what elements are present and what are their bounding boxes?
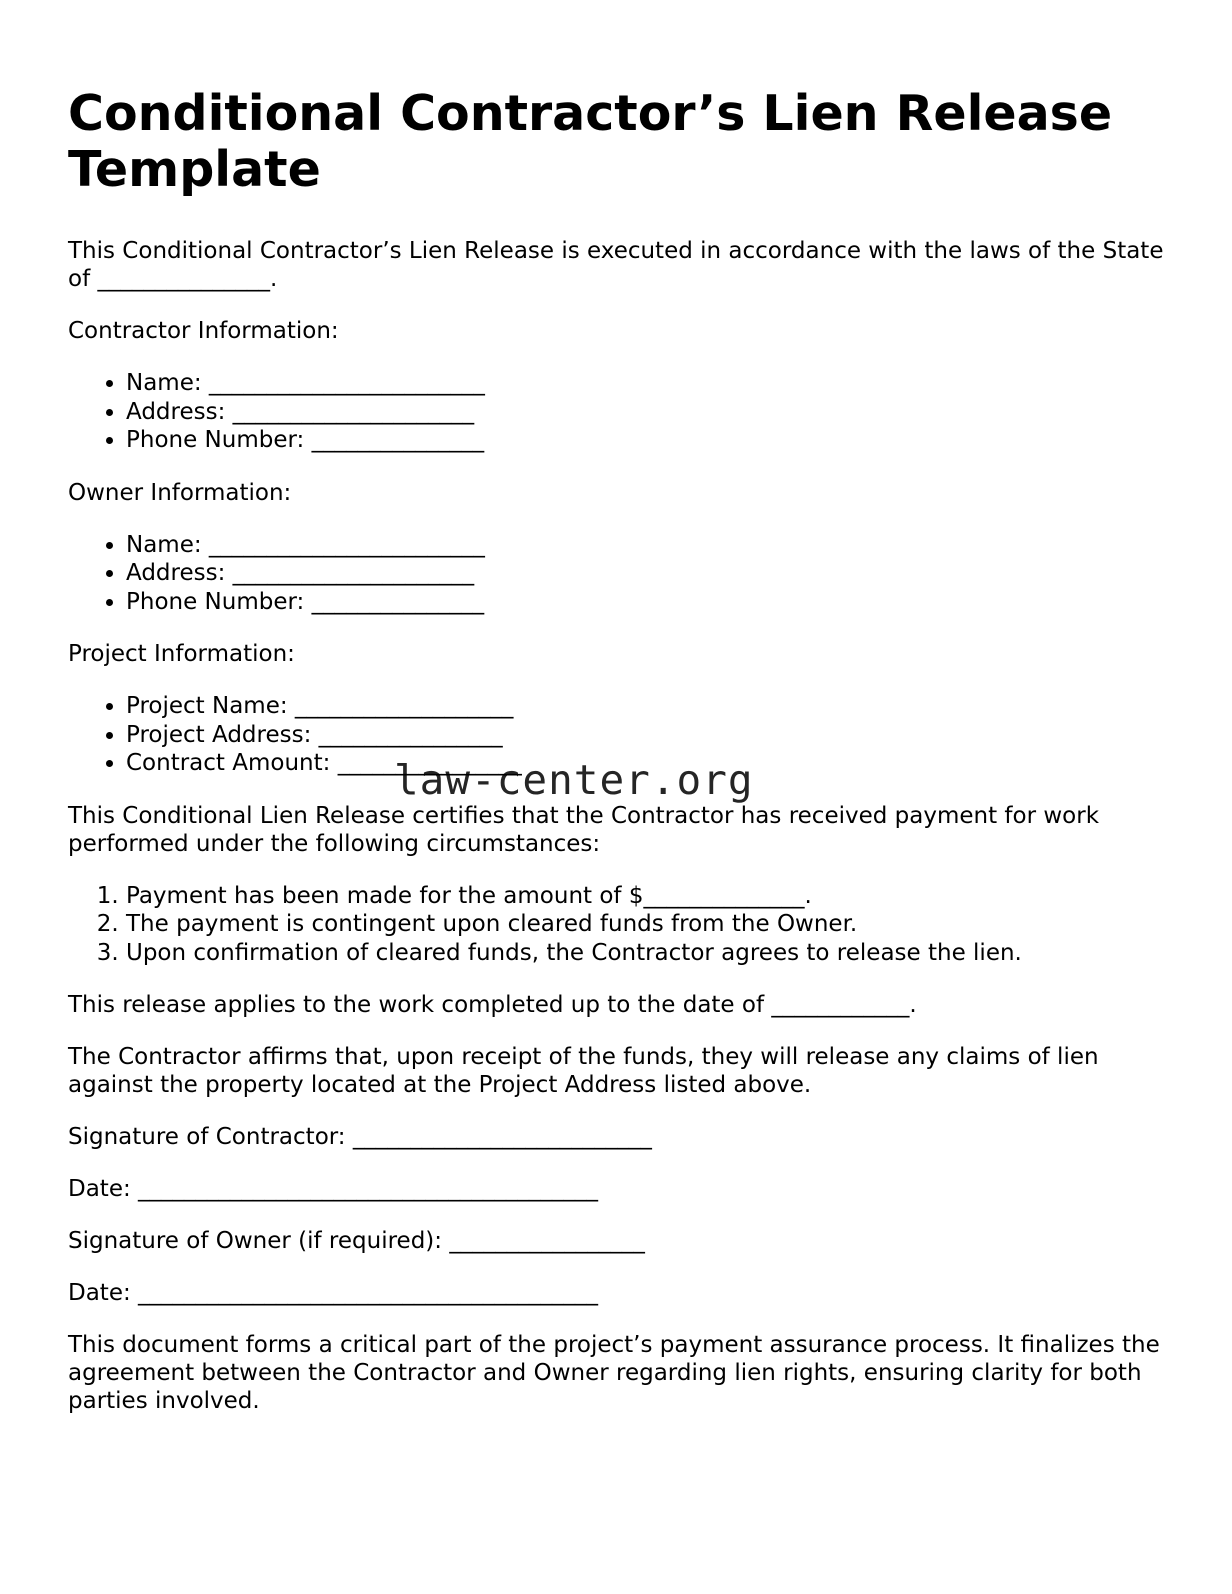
intro-paragraph: This Conditional Contractor’s Lien Release is executed in accordance with the laws of the State of _______________. (68, 238, 1164, 292)
owner-list (68, 531, 1168, 617)
list-item: 2. The payment is contingent upon cleared funds from the Owner. (126, 910, 1168, 939)
signature-owner-line: Signature of Owner (if required): _________________ (68, 1228, 645, 1254)
watermark: law-center.org (394, 756, 754, 804)
list-item: • Address: _____________________ (126, 559, 1168, 588)
list-item: 1. Payment has been made for the amount of $______________. (126, 882, 1168, 911)
list-item: • Project Address: ________________ (126, 721, 1168, 750)
affirm-paragraph: The Contractor affirms that, upon receipt of the funds, they will release any claims of lien against the property located at the Project Address listed above. (68, 1044, 1099, 1098)
contractor-heading: Contractor Information: (68, 318, 339, 344)
date-line-2: Date: ________________________________________ (68, 1280, 599, 1306)
list-item: • Contract Amount: ________________ (126, 749, 1168, 778)
list-item: • Phone Number: _______________ (126, 588, 1168, 617)
closing-paragraph: This document forms a critical part of the project’s payment assurance process. It finalizes the agreement between the Contractor and Owner regarding lien rights, ensuring clarity for both parties involved. (68, 1332, 1160, 1414)
applies-paragraph: This release applies to the work completed up to the date of ____________. (68, 992, 917, 1018)
certify-paragraph: This Conditional Lien Release certifies that the Contractor has received payment for work performed under the following circumstances: (68, 802, 1100, 857)
list-item: • Name: ________________________ (126, 369, 1168, 398)
owner-heading: Owner Information: (68, 479, 292, 506)
list-item: • Address: _____________________ (126, 398, 1168, 427)
list-item: 3. Upon confirmation of cleared funds, the Contractor agrees to release the lien. (126, 939, 1168, 968)
project-heading: Project Information: (68, 641, 295, 667)
conditions-list (68, 882, 1168, 968)
date-line-1: Date: ________________________________________ (68, 1176, 599, 1202)
list-item: • Phone Number: _______________ (126, 426, 1168, 455)
page-title: Conditional Contractor’s Lien Release Template (68, 85, 1113, 198)
document-page (68, 86, 1168, 1415)
list-item: • Name: ________________________ (126, 531, 1168, 560)
signature-contractor-line: Signature of Contractor: __________________________ (68, 1124, 652, 1150)
contractor-list (68, 369, 1168, 455)
list-item: • Project Name: ___________________ (126, 692, 1168, 721)
